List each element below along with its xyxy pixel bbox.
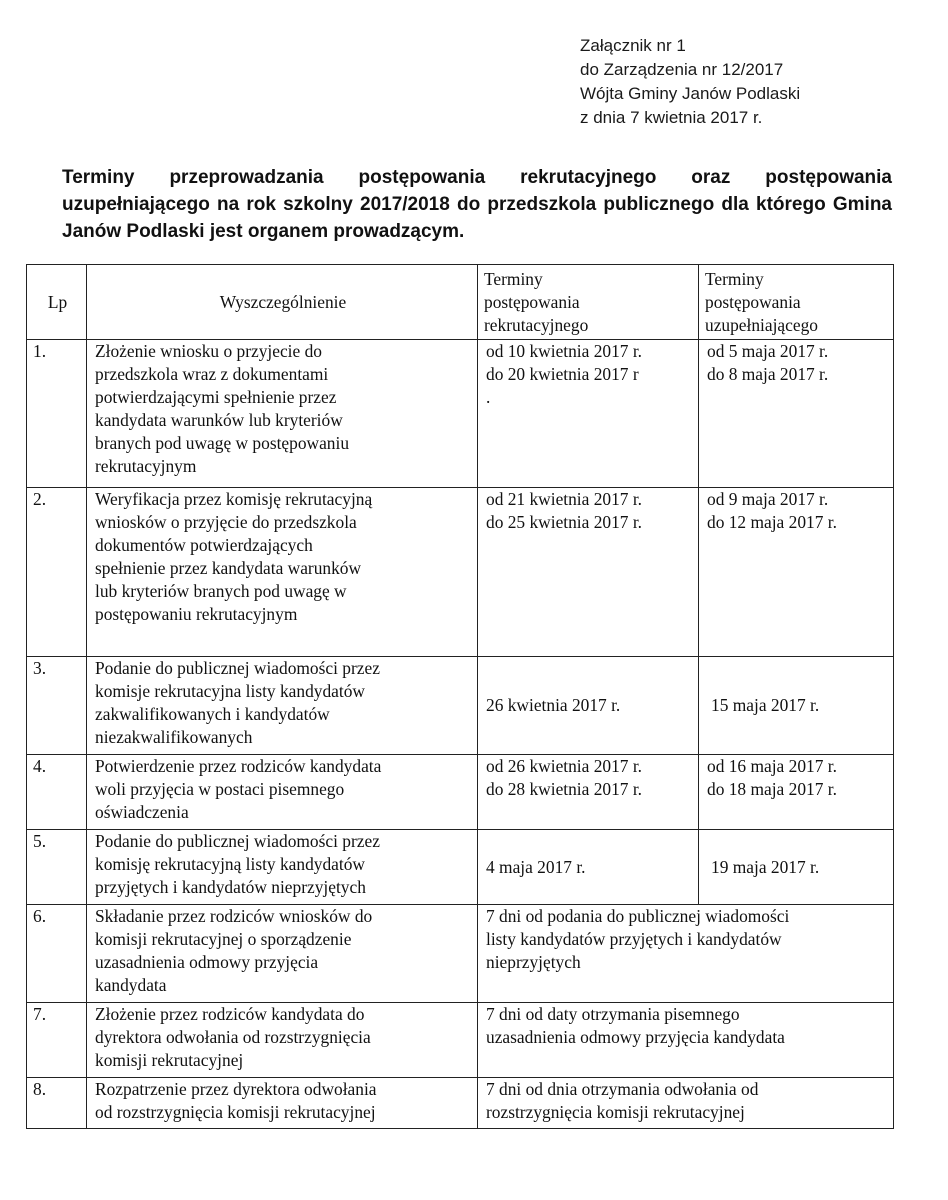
description-line: kandydata [95,975,167,995]
supplementary-date [699,488,894,657]
header-sup-line: uzupełniającego [705,314,818,335]
description-line: Złożenie wniosku o przyjecie do [95,341,322,361]
date-line: . [486,387,491,407]
date-line: od 26 kwietnia 2017 r. [486,756,643,776]
annex-header [580,34,800,130]
date-line: do 12 maja 2017 r. [707,512,837,532]
row-number: 7. [27,1003,87,1078]
row-number: 3. [27,657,87,755]
date-line: 15 maja 2017 r. [711,695,820,715]
row-number: 4. [27,755,87,830]
description-line: woli przyjęcia w postaci pisemnego [95,779,345,799]
row-number: 8. [27,1078,87,1129]
supplementary-date [699,657,894,755]
header-rec-line: rekrutacyjnego [484,314,589,335]
table-row [27,340,894,488]
document-title: Terminy przeprowadzania postępowania rekrutacyjnego oraz postępowania uzupełniającego na rok szkolny 2017/2018 do przedszkola publicznego dla którego Gmina Janów Podlaski jest organem prowadzącym. [62,167,892,242]
description-line: komisji rekrutacyjnej [95,1050,244,1070]
date-line: do 25 kwietnia 2017 r. [486,512,643,532]
description-line: Potwierdzenie przez rodziców kandydata [95,756,382,776]
schedule-table [26,264,894,1129]
annex-date: z dnia 7 kwietnia 2017 r. [580,108,763,127]
description-line: postępowaniu rekrutacyjnym [95,604,298,624]
table-row [27,1003,894,1078]
table-row [27,755,894,830]
row-description [87,830,478,905]
header-sup-line: postępowania [705,291,801,312]
description-line: Złożenie przez rodziców kandydata do [95,1004,365,1024]
description-line: Weryfikacja przez komisję rekrutacyjną [95,489,373,509]
row-description [87,1078,478,1129]
description-line: komisje rekrutacyjna listy kandydatów [95,681,365,701]
deadline-line: listy kandydatów przyjętych i kandydatów [486,929,782,949]
recruitment-date [478,488,699,657]
row-number: 2. [27,488,87,657]
deadline-line: 7 dni od dnia otrzymania odwołania od [486,1079,759,1099]
date-line: od 21 kwietnia 2017 r. [486,489,643,509]
date-line: 26 kwietnia 2017 r. [486,695,621,715]
recruitment-date [478,830,699,905]
description-line: branych pod uwagę w postępowaniu [95,433,350,453]
row-description [87,1003,478,1078]
deadline-line: 7 dni od podania do publicznej wiadomości [486,906,790,926]
recruitment-date [478,340,699,488]
table-row [27,657,894,755]
date-line: od 9 maja 2017 r. [707,489,829,509]
description-line: dyrektora odwołania od rozstrzygnięcia [95,1027,371,1047]
recruitment-date [478,755,699,830]
deadline-line: rozstrzygnięcia komisji rekrutacyjnej [486,1102,745,1122]
description-line: zakwalifikowanych i kandydatów [95,704,330,724]
date-line: do 8 maja 2017 r. [707,364,829,384]
date-line: 4 maja 2017 r. [486,856,586,877]
description-line: kandydata warunków lub kryteriów [95,410,343,430]
description-line: potwierdzającymi spełnienie przez [95,387,337,407]
row-description [87,657,478,755]
header-rec-line: Terminy [484,268,543,289]
description-line: lub kryteriów branych pod uwagę w [95,581,347,601]
table-header-row [27,265,894,340]
row-number: 6. [27,905,87,1003]
description-line: rekrutacyjnym [95,456,197,476]
description-line: przyjętych i kandydatów nieprzyjętych [95,877,366,897]
table-row [27,905,894,1003]
row-description [87,340,478,488]
header-rec-line: postępowania [484,291,580,312]
date-line: do 28 kwietnia 2017 r. [486,779,643,799]
row-description [87,755,478,830]
row-number: 1. [27,340,87,488]
supplementary-date [699,755,894,830]
description-line: niezakwalifikowanych [95,727,253,747]
description-line: wniosków o przyjęcie do przedszkola [95,512,357,532]
description-line: komisję rekrutacyjną listy kandydatów [95,854,365,874]
description-line: Składanie przez rodziców wniosków do [95,906,373,926]
description-line: komisji rekrutacyjnej o sporządzenie [95,929,352,949]
deadline-line: 7 dni od daty otrzymania pisemnego [486,1004,740,1024]
description-line: Podanie do publicznej wiadomości przez [95,831,380,851]
description-line: Podanie do publicznej wiadomości przez [95,658,380,678]
deadline-span-cell [478,1003,894,1078]
description-line: uzasadnienia odmowy przyjęcia [95,952,319,972]
header-lp: Lp [27,265,87,340]
header-recruitment-dates [478,265,699,340]
row-description [87,488,478,657]
annex-issuer: Wójta Gminy Janów Podlaski [580,84,801,103]
date-line: od 16 maja 2017 r. [707,756,837,776]
date-line: do 20 kwietnia 2017 r [486,364,639,384]
supplementary-date [699,830,894,905]
row-description [87,905,478,1003]
date-line: 19 maja 2017 r. [711,856,820,877]
date-line: od 10 kwietnia 2017 r. [486,341,643,361]
table-row [27,830,894,905]
deadline-span-cell [478,905,894,1003]
table-row [27,1078,894,1129]
description-line: dokumentów potwierdzających [95,535,313,555]
deadline-line: uzasadnienia odmowy przyjęcia kandydata [486,1027,785,1047]
header-description: Wyszczególnienie [87,265,478,340]
table-row [27,488,894,657]
deadline-span-cell [478,1078,894,1129]
description-line: spełnienie przez kandydata warunków [95,558,362,578]
description-line: Rozpatrzenie przez dyrektora odwołania [95,1079,377,1099]
description-line: od rozstrzygnięcia komisji rekrutacyjnej [95,1102,376,1122]
row-number: 5. [27,830,87,905]
annex-order: do Zarządzenia nr 12/2017 [580,60,784,79]
description-line: oświadczenia [95,802,189,822]
description-line: przedszkola wraz z dokumentami [95,364,329,384]
date-line: do 18 maja 2017 r. [707,779,837,799]
header-supplementary-dates [699,265,894,340]
supplementary-date [699,340,894,488]
header-sup-line: Terminy [705,268,764,289]
date-line: od 5 maja 2017 r. [707,341,829,361]
deadline-line: nieprzyjętych [486,952,581,972]
annex-number: Załącznik nr 1 [580,36,686,55]
recruitment-date [478,657,699,755]
